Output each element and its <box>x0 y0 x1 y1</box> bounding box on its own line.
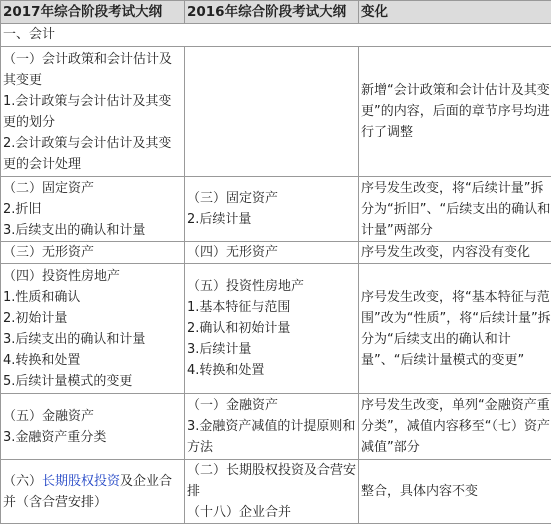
cell-2017 <box>1 394 185 460</box>
cell-change: 新增“会计政策和会计估计及其变更”的内容，后面的章节序号均进行了调整 <box>359 47 551 177</box>
cell-change: 整合，具体内容不变 <box>359 460 551 524</box>
cell-line: 4.转换和处置 <box>3 352 81 368</box>
header-change: 变化 <box>359 1 551 24</box>
long-term-equity-link[interactable]: 长期股权投资 <box>42 473 121 489</box>
cell-line: （五）金融资产 <box>3 408 95 424</box>
cell-2016 <box>185 394 359 460</box>
cell-line: （三）无形资产 <box>3 245 95 260</box>
table-row <box>1 242 551 264</box>
cell-2017 <box>1 47 185 177</box>
cell-2016 <box>185 242 359 264</box>
cell-2017 <box>1 177 185 242</box>
cell-line: （二）固定资产 <box>3 180 95 196</box>
cell-line: 3.后续支出的确认和计量 <box>3 331 146 347</box>
cell-2016 <box>185 47 359 177</box>
header-2016: 2016年综合阶段考试大纲 <box>185 1 359 24</box>
cell-line: （五）投资性房地产 <box>187 279 305 294</box>
cell-line: 3.后续计量 <box>187 342 252 357</box>
cell-change: 序号发生改变，内容没有变化 <box>359 242 551 264</box>
cell-change: 序号发生改变，单列“金融资产重分类”，减值内容移至“（七）资产减值”部分 <box>359 394 551 460</box>
section-row <box>1 24 551 47</box>
cell-2016 <box>185 264 359 394</box>
cell-line: 1.性质和确认 <box>3 289 81 305</box>
header-row <box>1 1 551 24</box>
cell-2016 <box>185 460 359 524</box>
cell-line: （二）长期股权投资及合营安排 <box>187 463 357 499</box>
cell-line: 5.后续计量模式的变更 <box>3 373 133 389</box>
cell-line: （一）金融资产 <box>187 398 279 413</box>
cell-line: （十八）企业合并 <box>187 505 292 520</box>
cell-line: （四）无形资产 <box>187 245 279 260</box>
table-row <box>1 47 551 177</box>
cell-line: 2.后续计量 <box>187 212 252 227</box>
table-row <box>1 394 551 460</box>
cell-change: 序号发生改变，将“后续计量”拆分为“折旧”、“后续支出的确认和计量”两部分 <box>359 177 551 242</box>
cell-line: 2.会计政策与会计估计及其变更的会计处理 <box>3 135 172 172</box>
table-row <box>1 460 551 524</box>
table-row <box>1 177 551 242</box>
cell-change: 序号发生改变，将“基本特征与范围”改为“性质”，将“后续计量”拆分为“后续支出的确认和计量”、“后续计量模式的变更” <box>359 264 551 394</box>
cell-prefix: （六） <box>3 473 43 489</box>
cell-line: 1.基本特征与范围 <box>187 300 291 315</box>
cell-line: 3.后续支出的确认和计量 <box>3 222 146 238</box>
cell-line: 3.金融资产减值的计提原则和方法 <box>187 419 356 455</box>
cell-2017 <box>1 460 185 524</box>
cell-line: 3.金融资产重分类 <box>3 429 107 445</box>
table-row <box>1 264 551 394</box>
header-2017: 2017年综合阶段考试大纲 <box>1 1 185 24</box>
cell-2017 <box>1 264 185 394</box>
cell-line: 1.会计政策与会计估计及其变更的划分 <box>3 93 172 130</box>
cell-line: 4.转换和处置 <box>187 363 265 378</box>
cell-line: 2.折旧 <box>3 201 42 217</box>
section-title: 一、会计 <box>1 24 551 47</box>
cell-line: （三）固定资产 <box>187 191 279 206</box>
cell-line: （一）会计政策和会计估计及其变更 <box>3 51 173 88</box>
cell-2017 <box>1 242 185 264</box>
cell-line: （四）投资性房地产 <box>3 268 121 284</box>
cell-suffix: 及企业合并（含合营安排） <box>3 473 173 510</box>
cell-line: 2.确认和初始计量 <box>187 321 291 336</box>
cell-2016 <box>185 177 359 242</box>
cell-line: 2.初始计量 <box>3 310 68 326</box>
